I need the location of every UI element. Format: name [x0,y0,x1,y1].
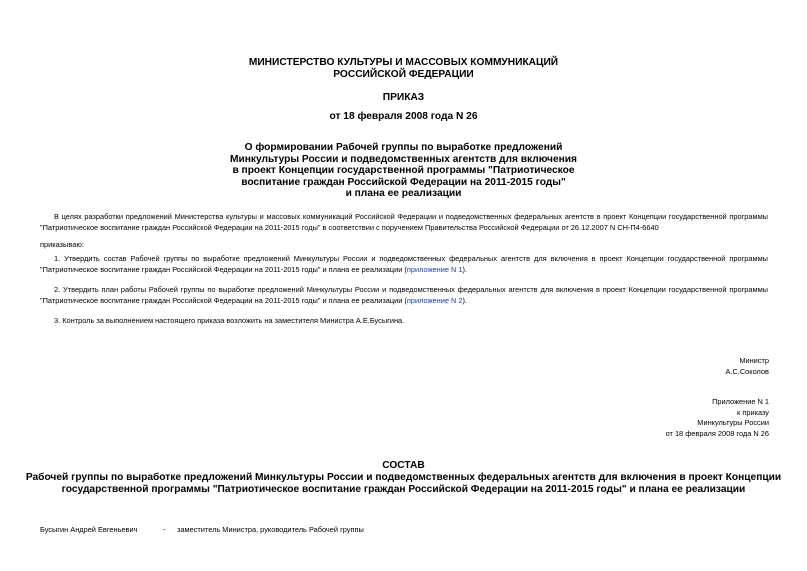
title-line: и плана ее реализации [345,188,462,199]
doc-title [0,142,807,200]
order-word: приказываю: [40,240,84,249]
doc-type: ПРИКАЗ [382,92,425,103]
composition-subtitle [0,472,807,495]
member-row [40,525,768,535]
composition-heading: СОСТАВ [382,460,425,471]
item-2 [40,285,768,306]
title-line: в проект Концепции государственной программы "Патриотическое [232,165,575,176]
item-3: 3. Контроль за выполнением настоящего приказа возложить на заместителя Министра А.Е.Бусыгина. [54,316,405,325]
title-line: О формировании Рабочей группы по выработке предложений [244,142,563,153]
appendix-2-link[interactable]: приложение N 2 [406,295,463,305]
appendix-ref-line: к приказу [737,407,769,417]
member-dash: - [163,525,166,534]
appendix-reference [520,397,769,439]
item-1 [40,254,768,275]
preamble: В целях разработки предложений Министерства культуры и массовых коммуникаций Российской Федерации и подведомственных федеральных агентств в проект Концепции государственной программы "Патриотическое воспитание граждан Российской Федерации на 2011-2015 годы" в соответствии с поручением Правительства Российской Федерации от 26.12.2007 N СН-П4-6640 [40,212,768,232]
appendix-ref-line: от 18 февраля 2008 года N 26 [665,428,769,438]
member-name: Бусыгин Андрей Евгеньевич [40,525,138,534]
composition-subtitle-line: Рабочей группы по выработке предложений Минкультуры России и подведомственных федеральных агентств для включения в проект Концепции [25,472,782,483]
appendix-1-link[interactable]: приложение N 1 [406,264,463,274]
ministry-line-1: МИНИСТЕРСТВО КУЛЬТУРЫ И МАССОВЫХ КОММУНИКАЦИЙ [248,57,559,68]
signature-position: Министр [739,356,769,365]
doc-date: от 18 февраля 2008 года N 26 [329,111,478,122]
title-line: Минкультуры России и подведомственных агентств для включения [230,153,577,165]
item-1-end: ). [462,264,468,274]
appendix-ref-line: Приложение N 1 [712,397,769,406]
members-list [40,525,768,535]
composition-subtitle-line: государственной программы "Патриотическое воспитание граждан Российской Федерации на 2011-2015 годы" и плана ее реализации [61,483,746,495]
ministry-line-2: РОССИЙСКОЙ ФЕДЕРАЦИИ [333,68,474,80]
member-role: заместитель Министра, руководитель Рабочей группы [177,525,364,534]
item-1-text: 1. Утвердить состав Рабочей группы по выработке предложений Минкультуры России и подведомственных федеральных агентств для включения в проект Концепции государственной программы "Патриотическое воспитание граждан Российской Федерации на 2011-2015 годы" и плана ее реализации ( [40,254,768,274]
signature-name: А.С.Соколов [725,366,769,376]
signature-block [560,356,769,377]
title-line: воспитание граждан Российской Федерации на 2011-2015 годы" [241,176,566,188]
ministry-name [0,57,807,80]
appendix-ref-line: Минкультуры России [697,418,769,427]
item-2-text: 2. Утвердить план работы Рабочей группы по выработке предложений Минкультуры России и подведомственных федеральных агентств для включения в проект Концепции государственной программы "Патриотическое воспитание граждан Российской Федерации на 2011-2015 годы" и плана ее реализации ( [40,285,768,305]
item-2-end: ). [462,295,468,305]
